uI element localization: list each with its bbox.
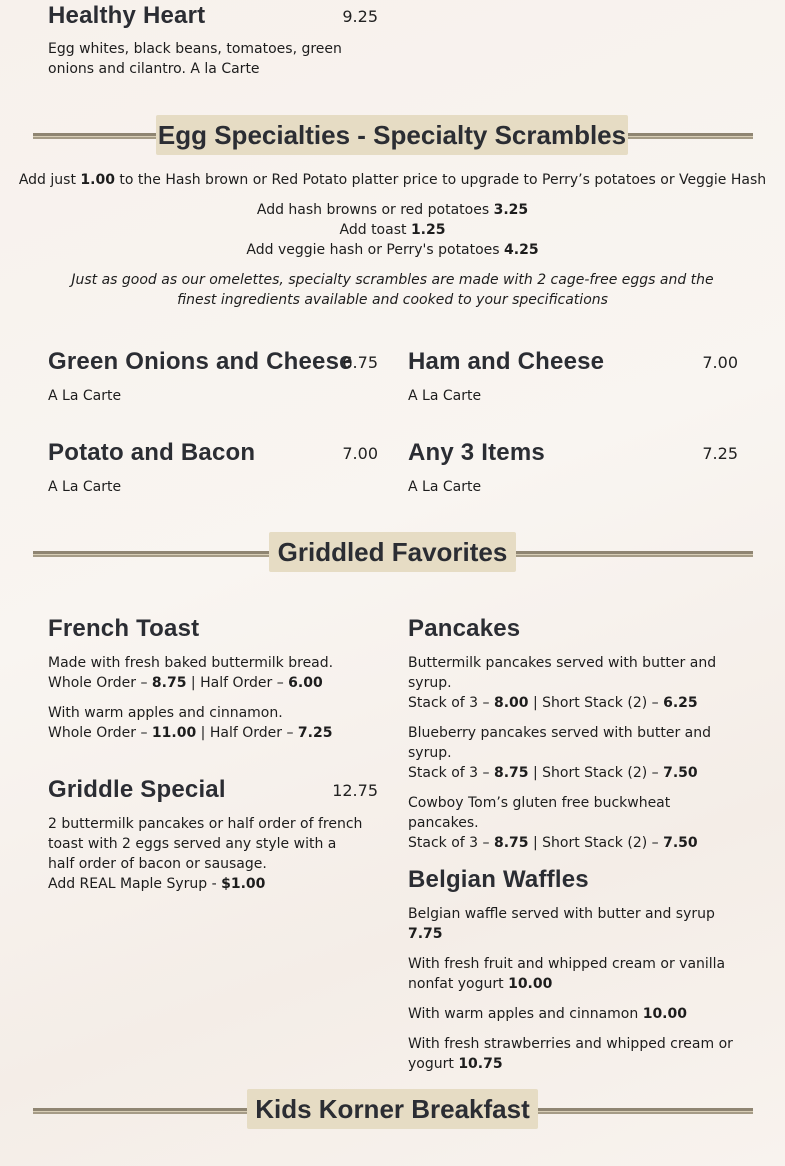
item-price-healthy-heart: 9.25	[342, 7, 378, 26]
scramble-note: Just as good as our omelettes, specialty scrambles are made with 2 cage-free eggs and the finest ingredients available and cooked to your specifications	[71, 272, 714, 308]
desc-text: Belgian waffle served with butter and syrup	[408, 906, 715, 922]
addon-line-toast	[0, 220, 785, 240]
desc-line: Made with fresh baked buttermilk bread.	[48, 655, 334, 671]
item-price-any-3: 7.25	[702, 444, 738, 463]
desc-text: Stack of 3 –	[408, 695, 494, 711]
item-desc-pancakes	[408, 653, 738, 863]
price: 10.75	[458, 1056, 503, 1072]
addon-line-veggie	[0, 240, 785, 260]
price-half: 7.25	[297, 725, 333, 741]
desc-line: With warm apples and cinnamon.	[48, 705, 283, 721]
item-title-any-3: Any 3 Items	[408, 439, 545, 466]
price: 8.75	[493, 765, 529, 781]
desc-text: | Short Stack (2) –	[528, 835, 664, 851]
item-title-belgian-waffles: Belgian Waffles	[408, 866, 589, 893]
item-price-ham-cheese: 7.00	[702, 353, 738, 372]
price: 6.25	[663, 695, 698, 711]
item-desc-healthy-heart: Egg whites, black beans, tomatoes, green onions and cilantro. A la Carte	[48, 41, 342, 77]
upgrade-pre: Add just	[18, 172, 81, 188]
section-header-egg-specialties: Egg Specialties - Specialty Scrambles	[156, 115, 628, 155]
price-whole: 11.00	[151, 725, 197, 741]
desc-text: Whole Order –	[48, 675, 152, 691]
price: 10.00	[508, 976, 553, 992]
section-header-griddled: Griddled Favorites	[269, 532, 516, 572]
desc-text: With fresh strawberries and whipped cream or yogurt	[408, 1036, 733, 1072]
item-desc-french-toast	[48, 653, 388, 753]
item-price-griddle-special: 12.75	[332, 781, 378, 800]
price: 7.50	[663, 835, 698, 851]
addon-label: Add toast	[339, 222, 411, 238]
desc-line: Blueberry pancakes served with butter and syrup.	[408, 725, 712, 761]
desc-text: Add REAL Maple Syrup -	[48, 876, 222, 892]
addon-line-hash	[0, 200, 785, 220]
item-title-griddle-special: Griddle Special	[48, 776, 226, 803]
desc-text: | Half Order –	[196, 725, 298, 741]
desc-text: Stack of 3 –	[408, 835, 494, 851]
desc-line: Buttermilk pancakes served with butter and syrup.	[408, 655, 717, 691]
addon-label: Add hash browns or red potatoes	[256, 202, 494, 218]
desc-line: Cowboy Tom’s gluten free buckwheat pancakes.	[408, 795, 671, 831]
desc-text: 2 buttermilk pancakes or half order of french toast with 2 eggs served any style with a half order of bacon or sausage.	[48, 816, 363, 872]
desc-text: With fresh fruit and whipped cream or vanilla nonfat yogurt	[408, 956, 726, 992]
desc-text: | Short Stack (2) –	[528, 695, 664, 711]
item-title-healthy-heart: Healthy Heart	[48, 2, 206, 29]
item-title-pancakes: Pancakes	[408, 615, 521, 642]
syrup-price: $1.00	[221, 876, 266, 892]
addon-price: 4.25	[504, 242, 539, 258]
desc-text: Whole Order –	[48, 725, 152, 741]
addon-price: 3.25	[493, 202, 529, 218]
item-price-green-onions: 6.75	[342, 353, 378, 372]
upgrade-note	[0, 170, 785, 190]
price: 7.75	[408, 926, 443, 942]
item-desc-griddle-special	[48, 814, 366, 894]
desc-text: | Short Stack (2) –	[528, 765, 664, 781]
item-title-potato-bacon: Potato and Bacon	[48, 439, 256, 466]
item-title-ham-cheese: Ham and Cheese	[408, 348, 605, 375]
upgrade-price: 1.00	[80, 172, 115, 188]
price-half: 6.00	[288, 675, 323, 691]
item-title-french-toast: French Toast	[48, 615, 200, 642]
section-header-kids-korner: Kids Korner Breakfast	[247, 1089, 538, 1129]
upgrade-post: to the Hash brown or Red Potato platter price to upgrade to Perry’s potatoes or Veggie Hash	[114, 172, 767, 188]
price: 8.75	[493, 835, 529, 851]
item-title-green-onions: Green Onions and Cheese	[48, 348, 353, 375]
price-whole: 8.75	[151, 675, 187, 691]
price: 8.00	[493, 695, 529, 711]
desc-text: Stack of 3 –	[408, 765, 494, 781]
item-desc-belgian-waffles	[408, 904, 738, 1084]
desc-text: With warm apples and cinnamon	[408, 1006, 643, 1022]
item-desc-potato-bacon: A La Carte	[48, 479, 122, 495]
item-desc-any-3: A La Carte	[408, 479, 482, 495]
price: 10.00	[642, 1006, 687, 1022]
item-desc-green-onions: A La Carte	[48, 388, 122, 404]
addon-label: Add veggie hash or Perry's potatoes	[246, 242, 505, 258]
item-desc-ham-cheese: A La Carte	[408, 388, 482, 404]
desc-text: | Half Order –	[186, 675, 289, 691]
price: 7.50	[663, 765, 698, 781]
item-price-potato-bacon: 7.00	[342, 444, 378, 463]
addon-price: 1.25	[410, 222, 446, 238]
